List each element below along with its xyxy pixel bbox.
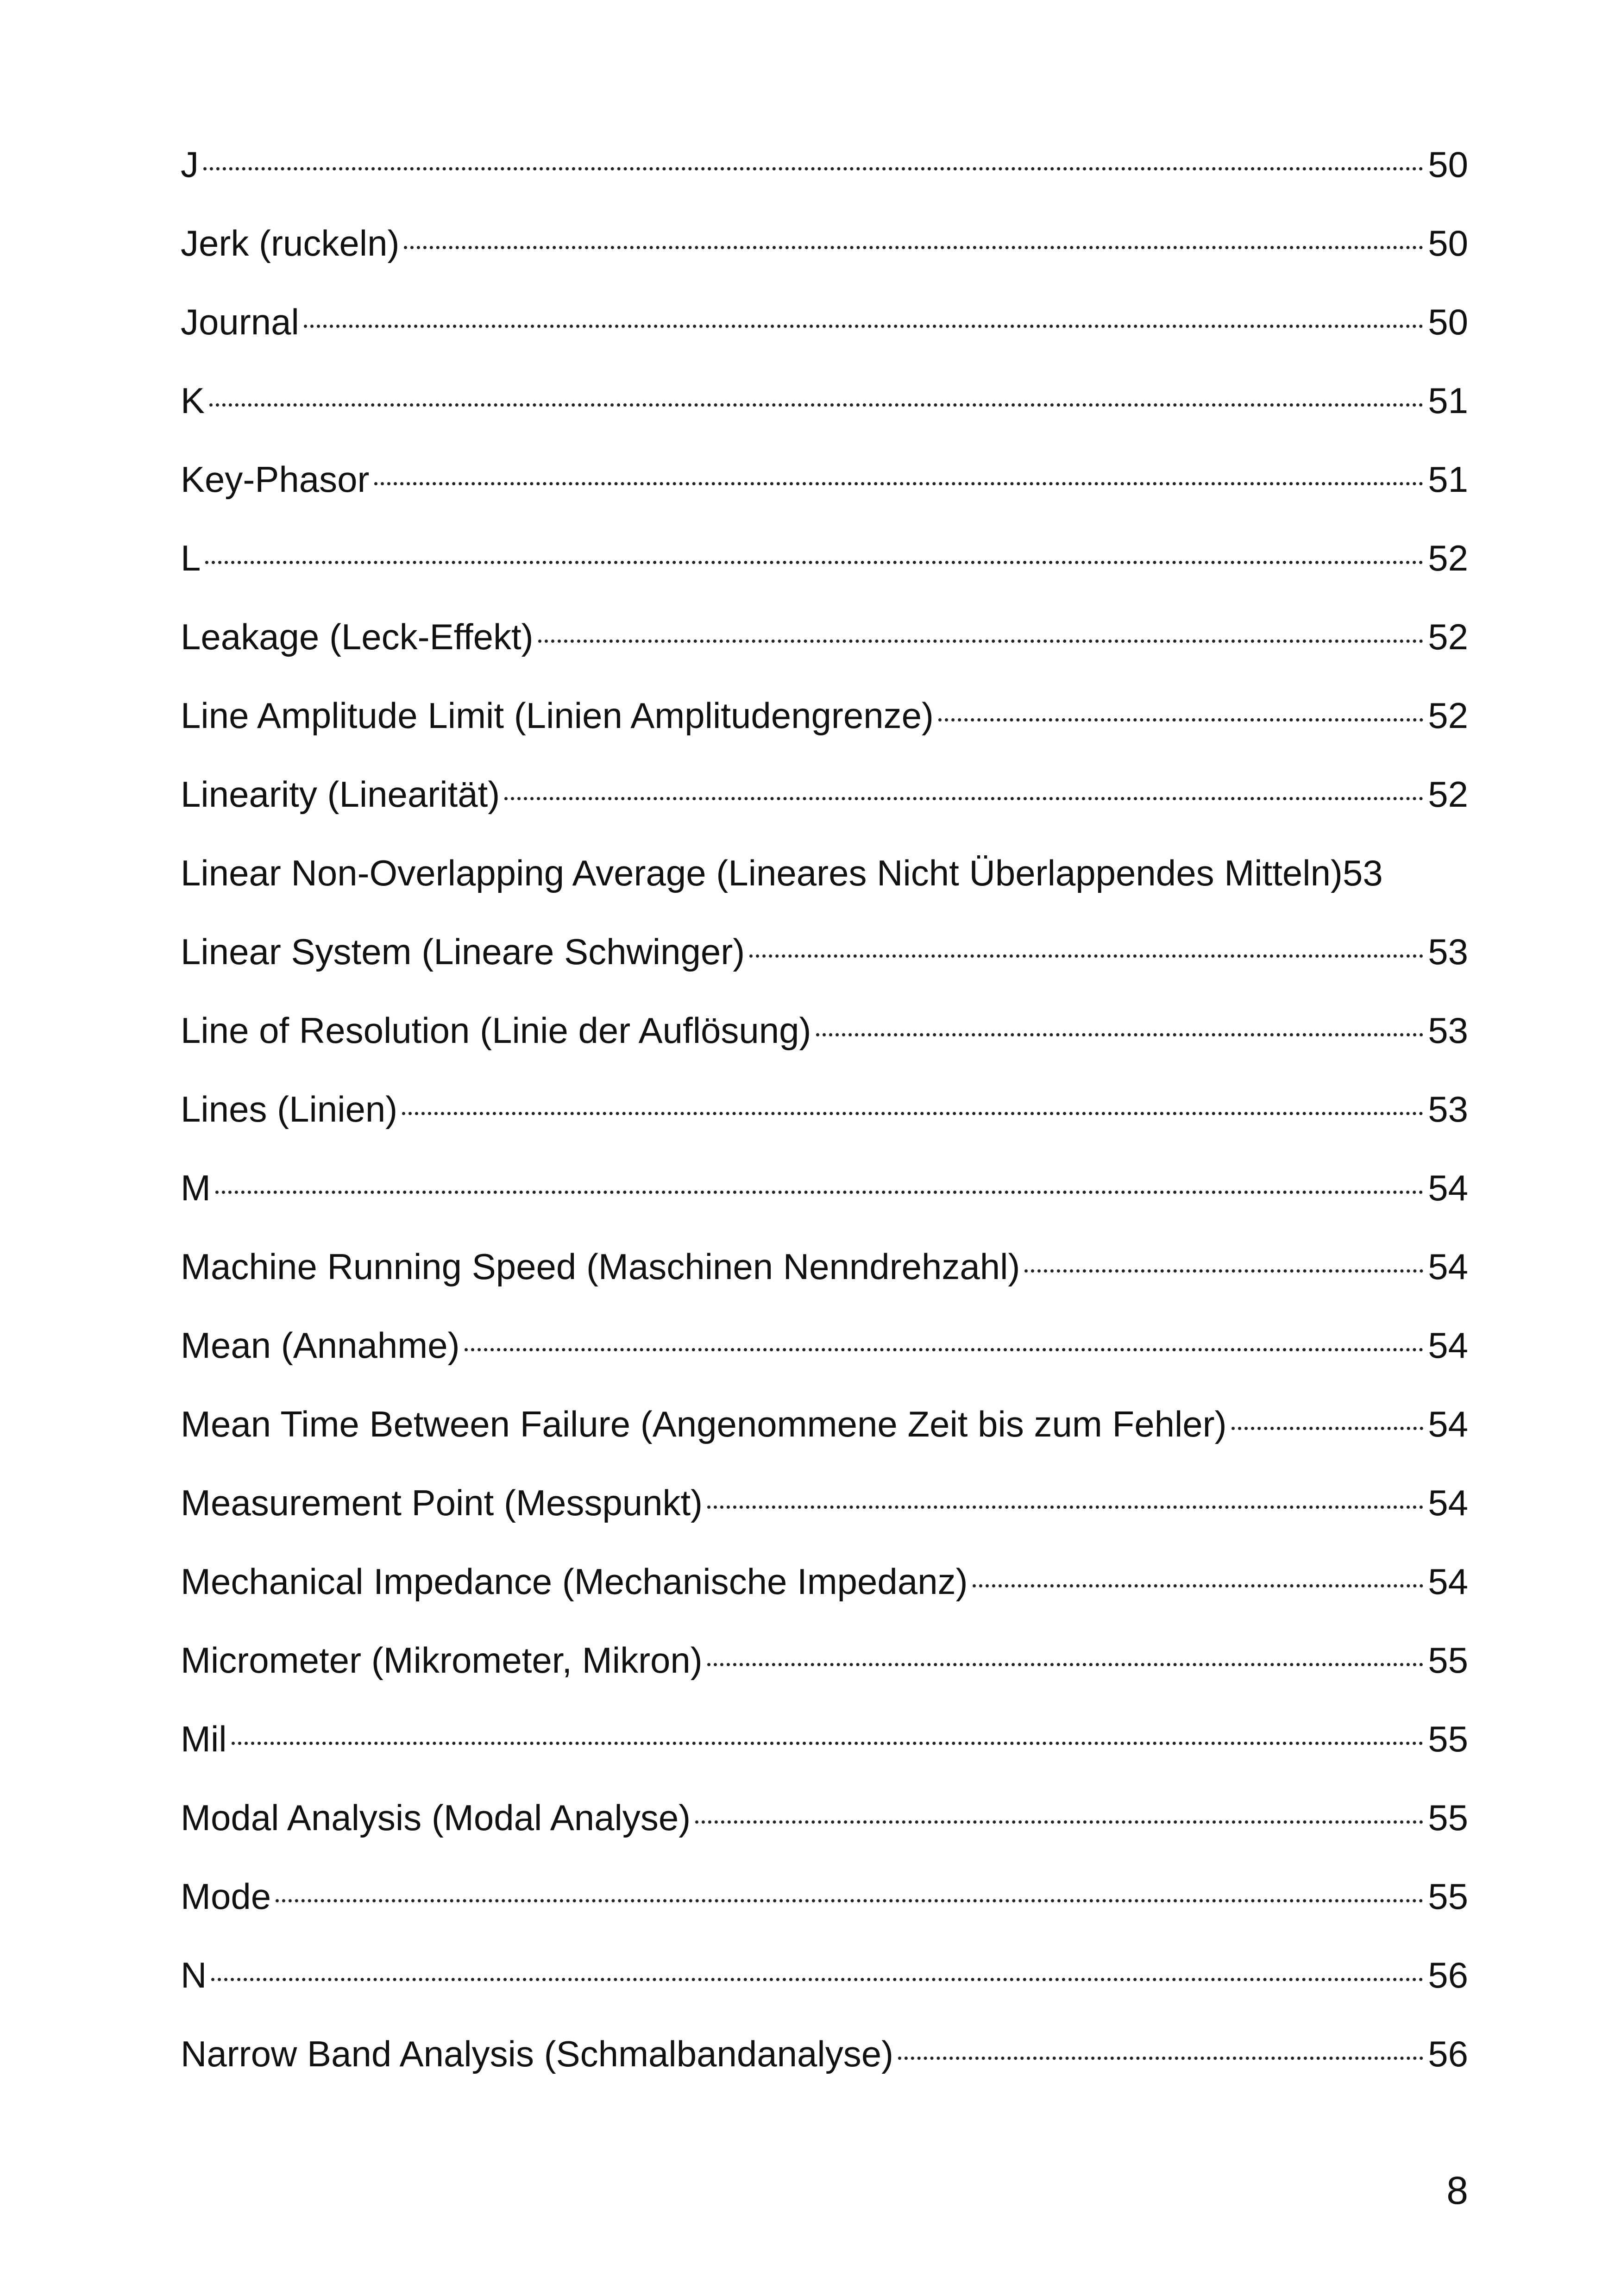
toc-entry-label: Mean (Annahme) [181, 1325, 460, 1366]
toc-entry-label: Mean Time Between Failure (Angenommene Zeit bis zum Fehler) [181, 1404, 1227, 1444]
toc-entry [181, 1000, 1468, 1079]
toc-entry-label: Narrow Band Analysis (Schmalbandanalyse) [181, 2033, 894, 2074]
dot-leader [465, 1348, 1424, 1351]
dot-leader [203, 167, 1423, 170]
dot-leader [504, 797, 1423, 800]
toc-entry-page: 54 [1428, 1246, 1468, 1287]
dot-leader [209, 403, 1423, 407]
toc-entry-page: 55 [1428, 1876, 1468, 1917]
toc-entry-label: Micrometer (Mikrometer, Mikron) [181, 1640, 703, 1681]
toc-entry-page: 54 [1428, 1404, 1468, 1444]
toc-entry-page: 55 [1428, 1719, 1468, 1759]
toc-entry-label: N [181, 1955, 207, 1995]
toc-entry [181, 1709, 1468, 1788]
toc-entry-page: 54 [1428, 1561, 1468, 1602]
dot-leader [816, 1033, 1424, 1036]
toc-entry-label: Key-Phasor [181, 459, 370, 500]
toc-entry [181, 1315, 1468, 1394]
toc-entry [181, 685, 1468, 764]
toc-entry [181, 292, 1468, 370]
toc-entry-label: Leakage (Leck-Effekt) [181, 616, 534, 657]
dot-leader [707, 1506, 1423, 1509]
dot-leader [404, 246, 1423, 249]
toc-entry-page: 54 [1428, 1167, 1468, 1208]
toc-entry [181, 1551, 1468, 1630]
toc-entry [181, 1236, 1468, 1315]
toc-entry [181, 607, 1468, 685]
toc-entry [181, 134, 1468, 213]
toc-entry-label: M [181, 1167, 211, 1208]
toc-entry-page: 54 [1428, 1482, 1468, 1523]
toc-entry-page: 53 [1342, 853, 1383, 893]
toc-entry-page: 53 [1428, 1010, 1468, 1051]
toc-entry [181, 1158, 1468, 1236]
toc-entry-page: 52 [1428, 774, 1468, 815]
toc-entry-page: 56 [1428, 2033, 1468, 2074]
toc-entry [181, 764, 1468, 843]
toc-entry-label: Mode [181, 1876, 271, 1917]
toc-entry [181, 1788, 1468, 1866]
toc-entry-page: 51 [1428, 380, 1468, 421]
toc-entry-page: 50 [1428, 223, 1468, 263]
dot-leader [695, 1820, 1423, 1824]
dot-leader [276, 1899, 1423, 1902]
toc-entry-label: K [181, 380, 205, 421]
toc-entry-label: Mil [181, 1719, 227, 1759]
toc-entry-page: 52 [1428, 695, 1468, 736]
toc-entry [181, 1945, 1468, 2024]
toc-entry-label: Linear Non-Overlapping Average (Lineares Nicht Überlappendes Mitteln) [181, 853, 1343, 893]
dot-leader [1024, 1269, 1423, 1273]
toc-entry-label: Machine Running Speed (Maschinen Nenndrehzahl) [181, 1246, 1020, 1287]
toc-list [181, 134, 1468, 2102]
toc-entry-label: Lines (Linien) [181, 1089, 398, 1129]
toc-entry [181, 1394, 1468, 1473]
toc-entry [181, 1079, 1468, 1158]
toc-entry-page: 55 [1428, 1797, 1468, 1838]
toc-entry-label: Measurement Point (Messpunkt) [181, 1482, 703, 1523]
dot-leader [402, 1112, 1423, 1115]
toc-entry-label: Mechanical Impedance (Mechanische Impedanz) [181, 1561, 968, 1602]
toc-entry-page: 50 [1428, 144, 1468, 185]
dot-leader [749, 954, 1423, 958]
toc-entry-page: 55 [1428, 1640, 1468, 1681]
toc-entry-page: 52 [1428, 538, 1468, 578]
toc-entry-label: Line of Resolution (Linie der Auflösung) [181, 1010, 811, 1051]
toc-entry-label: Modal Analysis (Modal Analyse) [181, 1797, 691, 1838]
dot-leader [538, 640, 1424, 643]
toc-entry-page: 56 [1428, 1955, 1468, 1995]
toc-entry-page: 52 [1428, 616, 1468, 657]
dot-leader [707, 1663, 1423, 1666]
toc-entry-label: Linearity (Linearität) [181, 774, 500, 815]
page-number: 8 [1446, 2169, 1468, 2212]
dot-leader [898, 2057, 1423, 2060]
toc-entry [181, 1630, 1468, 1709]
toc-entry-label: L [181, 538, 201, 578]
dot-leader [1231, 1427, 1424, 1430]
toc-entry-page: 54 [1428, 1325, 1468, 1366]
toc-entry-label: Line Amplitude Limit (Linien Amplitudengrenze) [181, 695, 934, 736]
toc-entry-label: J [181, 144, 199, 185]
toc-entry [181, 843, 1468, 922]
dot-leader [304, 325, 1423, 328]
toc-entry [181, 213, 1468, 292]
toc-entry [181, 922, 1468, 1000]
toc-entry-label: Linear System (Lineare Schwinger) [181, 931, 745, 972]
dot-leader [374, 482, 1424, 485]
toc-entry-page: 53 [1428, 931, 1468, 972]
toc-entry [181, 1866, 1468, 1945]
dot-leader [205, 561, 1423, 564]
toc-entry [181, 370, 1468, 449]
dot-leader [211, 1978, 1423, 1981]
toc-entry-label: Journal [181, 301, 299, 342]
toc-entry [181, 449, 1468, 528]
toc-entry [181, 1473, 1468, 1551]
toc-entry [181, 2024, 1468, 2102]
toc-entry-page: 53 [1428, 1089, 1468, 1129]
toc-entry-page: 50 [1428, 301, 1468, 342]
dot-leader [232, 1742, 1424, 1745]
dot-leader [938, 718, 1423, 721]
toc-entry-page: 51 [1428, 459, 1468, 500]
toc-entry [181, 528, 1468, 607]
dot-leader [973, 1584, 1424, 1587]
dot-leader [215, 1191, 1423, 1194]
toc-entry-label: Jerk (ruckeln) [181, 223, 400, 263]
